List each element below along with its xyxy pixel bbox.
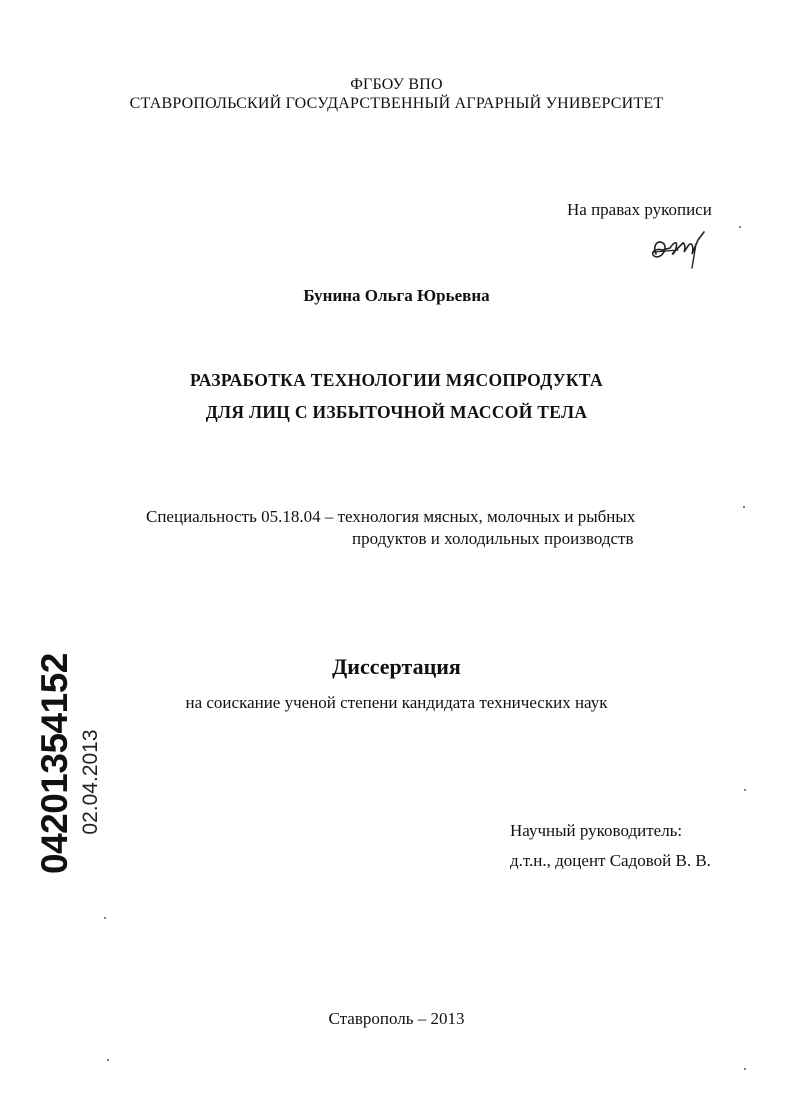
dissertation-title-line-1: РАЗРАБОТКА ТЕХНОЛОГИИ МЯСОПРОДУКТА (190, 370, 603, 390)
degree-line: на соискание ученой степени кандидата технических наук (185, 693, 608, 712)
specialty-line-1: Специальность 05.18.04 – технология мясных, молочных и рыбных (146, 507, 636, 526)
scan-speck (107, 1059, 109, 1061)
scan-speck (104, 917, 106, 919)
document-type: Диссертация (332, 654, 461, 679)
organization-full-name: СТАВРОПОЛЬСКИЙ ГОСУДАРСТВЕННЫЙ АГРАРНЫЙ УНИВЕРСИТЕТ (129, 95, 664, 112)
organization-short-name: ФГБОУ ВПО (350, 76, 443, 93)
scan-speck (744, 1068, 746, 1070)
supervisor-name: д.т.н., доцент Садовой В. В. (510, 851, 711, 870)
manuscript-rights-note: На правах рукописи (567, 200, 712, 219)
scan-speck (743, 506, 745, 508)
author-name: Бунина Ольга Юрьевна (303, 286, 490, 305)
library-stamp-number: 04201354152 (34, 653, 75, 874)
city-year: Ставрополь – 2013 (328, 1009, 465, 1028)
scan-speck (744, 789, 746, 791)
scan-speck (739, 226, 741, 228)
supervisor-label: Научный руководитель: (510, 821, 683, 840)
dissertation-title-line-2: ДЛЯ ЛИЦ С ИЗБЫТОЧНОЙ МАССОЙ ТЕЛА (205, 402, 588, 422)
signature-image (648, 226, 710, 272)
library-stamp-date: 02.04.2013 (79, 729, 102, 835)
specialty-line-2: продуктов и холодильных производств (352, 529, 634, 548)
